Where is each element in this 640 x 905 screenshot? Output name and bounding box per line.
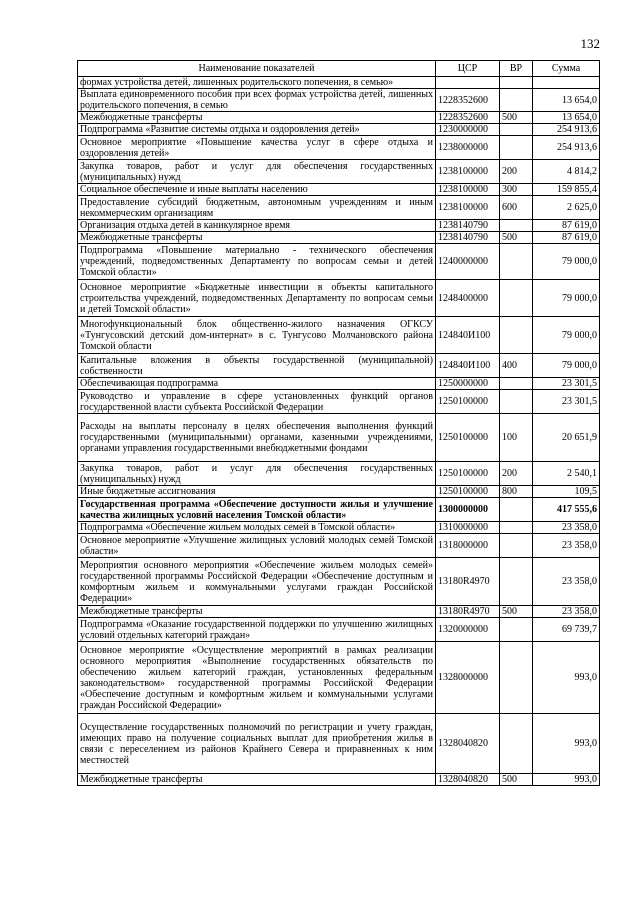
row-sum: 109,5 [533, 486, 600, 498]
row-csr: 1250100000 [436, 486, 500, 498]
row-vr: 200 [500, 160, 533, 184]
row-csr: 1248400000 [436, 280, 500, 317]
row-vr [500, 136, 533, 160]
row-name: Государственная программа «Обеспечение доступности жилья и улучшение качества жилищных условий населения Томской области» [78, 498, 436, 522]
table-row [78, 390, 600, 414]
row-name: Подпрограмма «Обеспечение жильем молодых семей в Томской области» [78, 522, 436, 534]
row-csr: 1320000000 [436, 618, 500, 642]
row-csr: 1238100000 [436, 184, 500, 196]
table-row [78, 232, 600, 244]
table-row [78, 534, 600, 558]
row-sum: 79 000,0 [533, 244, 600, 280]
header-name: Наименование показателей [78, 61, 436, 77]
row-vr: 300 [500, 184, 533, 196]
row-vr [500, 618, 533, 642]
row-vr: 500 [500, 112, 533, 124]
row-csr: 1228352600 [436, 112, 500, 124]
table-row [78, 136, 600, 160]
row-csr: 1310000000 [436, 522, 500, 534]
table-row [78, 244, 600, 280]
table-row [78, 112, 600, 124]
table-row [78, 196, 600, 220]
table-row [78, 220, 600, 232]
row-name: Социальное обеспечение и иные выплаты населению [78, 184, 436, 196]
row-vr [500, 280, 533, 317]
row-sum: 23 358,0 [533, 558, 600, 606]
row-sum: 23 301,5 [533, 378, 600, 390]
row-sum: 87 619,0 [533, 220, 600, 232]
row-csr: 1300000000 [436, 498, 500, 522]
row-sum: 79 000,0 [533, 354, 600, 378]
row-name: Основное мероприятие «Бюджетные инвестиции в объекты капитального строительства учреждений, подведомственных Департаменту по вопросам семьи и детей Томской области» [78, 280, 436, 317]
row-name: Основное мероприятие «Улучшение жилищных условий молодых семей Томской области» [78, 534, 436, 558]
page-number: 132 [580, 36, 600, 51]
header-csr: ЦСР [436, 61, 500, 77]
row-vr: 500 [500, 232, 533, 244]
row-sum: 13 654,0 [533, 89, 600, 112]
row-csr: 1250000000 [436, 378, 500, 390]
row-name: Расходы на выплаты персоналу в целях обеспечения выполнения функций государственными (муниципальными) органами, казенными учреждениями, органами управления государственными внебюджетными фондами [78, 414, 436, 462]
table-header [78, 61, 600, 77]
row-name: Мероприятия основного мероприятия «Обеспечение жильем молодых семей» государственной программы Российской Федерации «Обеспечение доступным и комфортным жильем и коммунальными услугами граждан Российской Федерации» [78, 558, 436, 606]
table-row [78, 378, 600, 390]
table-row [78, 89, 600, 112]
row-name: Закупка товаров, работ и услуг для обеспечения государственных (муниципальных) нужд [78, 160, 436, 184]
row-vr [500, 317, 533, 354]
header-vr: ВР [500, 61, 533, 77]
row-csr [436, 77, 500, 89]
row-sum: 993,0 [533, 714, 600, 774]
row-vr [500, 714, 533, 774]
row-vr: 600 [500, 196, 533, 220]
row-name: Межбюджетные трансферты [78, 112, 436, 124]
row-sum: 20 651,9 [533, 414, 600, 462]
row-sum: 2 625,0 [533, 196, 600, 220]
table-row [78, 714, 600, 774]
table-body [78, 77, 600, 786]
row-vr [500, 77, 533, 89]
row-name: Подпрограмма «Оказание государственной поддержки по улучшению жилищных условий отдельных категорий граждан» [78, 618, 436, 642]
row-vr [500, 522, 533, 534]
header-sum: Сумма [533, 61, 600, 77]
row-vr [500, 534, 533, 558]
row-csr: 1238140790 [436, 232, 500, 244]
row-name: формах устройства детей, лишенных родительского попечения, в семью» [78, 77, 436, 89]
row-csr: 1250100000 [436, 462, 500, 486]
row-vr [500, 390, 533, 414]
row-csr: 13180R4970 [436, 558, 500, 606]
row-name: Руководство и управление в сфере установленных функций органов государственной власти субъекта Российской Федерации [78, 390, 436, 414]
table-row [78, 558, 600, 606]
row-sum: 23 358,0 [533, 534, 600, 558]
row-csr: 1328040820 [436, 774, 500, 786]
row-sum: 4 814,2 [533, 160, 600, 184]
row-sum: 79 000,0 [533, 280, 600, 317]
table-row [78, 642, 600, 714]
row-vr: 200 [500, 462, 533, 486]
table-row [78, 77, 600, 89]
row-vr [500, 124, 533, 136]
row-vr [500, 498, 533, 522]
table-row [78, 184, 600, 196]
row-sum: 69 739,7 [533, 618, 600, 642]
row-sum: 2 540,1 [533, 462, 600, 486]
row-name: Многофункциональный блок общественно-жилого назначения ОГКСУ «Тунгусовский детский дом-интернат» в с. Тунгусово Молчановского района Томской области [78, 317, 436, 354]
row-vr [500, 642, 533, 714]
row-vr [500, 244, 533, 280]
row-vr [500, 558, 533, 606]
row-name: Межбюджетные трансферты [78, 232, 436, 244]
row-name: Выплата единовременного пособия при всех формах устройства детей, лишенных родительского попечения, в семью [78, 89, 436, 112]
row-vr: 400 [500, 354, 533, 378]
row-csr: 13180R4970 [436, 606, 500, 618]
row-vr [500, 89, 533, 112]
row-csr: 1318000000 [436, 534, 500, 558]
table-row [78, 317, 600, 354]
row-name: Предоставление субсидий бюджетным, автономным учреждениям и иным некоммерческим организациям [78, 196, 436, 220]
row-csr: 1328000000 [436, 642, 500, 714]
row-csr: 1238140790 [436, 220, 500, 232]
table-row [78, 606, 600, 618]
row-sum: 993,0 [533, 642, 600, 714]
row-name: Подпрограмма «Повышение материально - технического обеспечения учреждений, подведомственных Департаменту по вопросам семьи и детей Томской области» [78, 244, 436, 280]
row-name: Закупка товаров, работ и услуг для обеспечения государственных (муниципальных) нужд [78, 462, 436, 486]
row-name: Организация отдыха детей в каникулярное время [78, 220, 436, 232]
row-sum: 159 855,4 [533, 184, 600, 196]
row-name: Межбюджетные трансферты [78, 774, 436, 786]
table-row [78, 124, 600, 136]
row-csr: 1250100000 [436, 390, 500, 414]
row-csr: 1250100000 [436, 414, 500, 462]
row-name: Капитальные вложения в объекты государственной (муниципальной) собственности [78, 354, 436, 378]
row-name: Обеспечивающая подпрограмма [78, 378, 436, 390]
row-vr [500, 220, 533, 232]
table-row [78, 522, 600, 534]
row-csr: 124840И100 [436, 317, 500, 354]
row-name: Основное мероприятие «Осуществление мероприятий в рамках реализации основного мероприятия «Выполнение государственных обязательств по обеспечению жильем категорий граждан, установленных федеральным законодательством» государственной программы Российской Федерации «Обеспечение доступным и комфортным жильем и коммунальными услугами граждан Российской Федерации» [78, 642, 436, 714]
row-sum: 417 555,6 [533, 498, 600, 522]
row-csr: 1240000000 [436, 244, 500, 280]
row-vr [500, 378, 533, 390]
row-sum [533, 77, 600, 89]
table-row [78, 280, 600, 317]
table-row [78, 354, 600, 378]
table-row [78, 486, 600, 498]
table-row [78, 498, 600, 522]
row-sum: 13 654,0 [533, 112, 600, 124]
header-row [78, 61, 600, 77]
row-sum: 23 358,0 [533, 522, 600, 534]
row-name: Осуществление государственных полномочий по регистрации и учету граждан, имеющих право на получение социальных выплат для приобретения жилья в связи с переселением из районов Крайнего Севера и приравненных к ним местностей [78, 714, 436, 774]
table-row [78, 618, 600, 642]
row-vr: 100 [500, 414, 533, 462]
row-csr: 1228352600 [436, 89, 500, 112]
budget-table [77, 60, 600, 786]
table-row [78, 160, 600, 184]
row-sum: 87 619,0 [533, 232, 600, 244]
row-sum: 79 000,0 [533, 317, 600, 354]
row-vr: 500 [500, 606, 533, 618]
table-row [78, 414, 600, 462]
row-csr: 1238100000 [436, 196, 500, 220]
row-sum: 23 301,5 [533, 390, 600, 414]
row-sum: 254 913,6 [533, 124, 600, 136]
row-name: Межбюджетные трансферты [78, 606, 436, 618]
row-name: Иные бюджетные ассигнования [78, 486, 436, 498]
row-csr: 1328040820 [436, 714, 500, 774]
row-csr: 124840И100 [436, 354, 500, 378]
table-row [78, 462, 600, 486]
table-row [78, 774, 600, 786]
row-csr: 1238100000 [436, 160, 500, 184]
row-name: Основное мероприятие «Повышение качества услуг в сфере отдыха и оздоровления детей» [78, 136, 436, 160]
row-vr: 800 [500, 486, 533, 498]
row-name: Подпрограмма «Развитие системы отдыха и оздоровления детей» [78, 124, 436, 136]
row-sum: 23 358,0 [533, 606, 600, 618]
row-vr: 500 [500, 774, 533, 786]
row-sum: 254 913,6 [533, 136, 600, 160]
row-csr: 1238000000 [436, 136, 500, 160]
row-csr: 1230000000 [436, 124, 500, 136]
row-sum: 993,0 [533, 774, 600, 786]
